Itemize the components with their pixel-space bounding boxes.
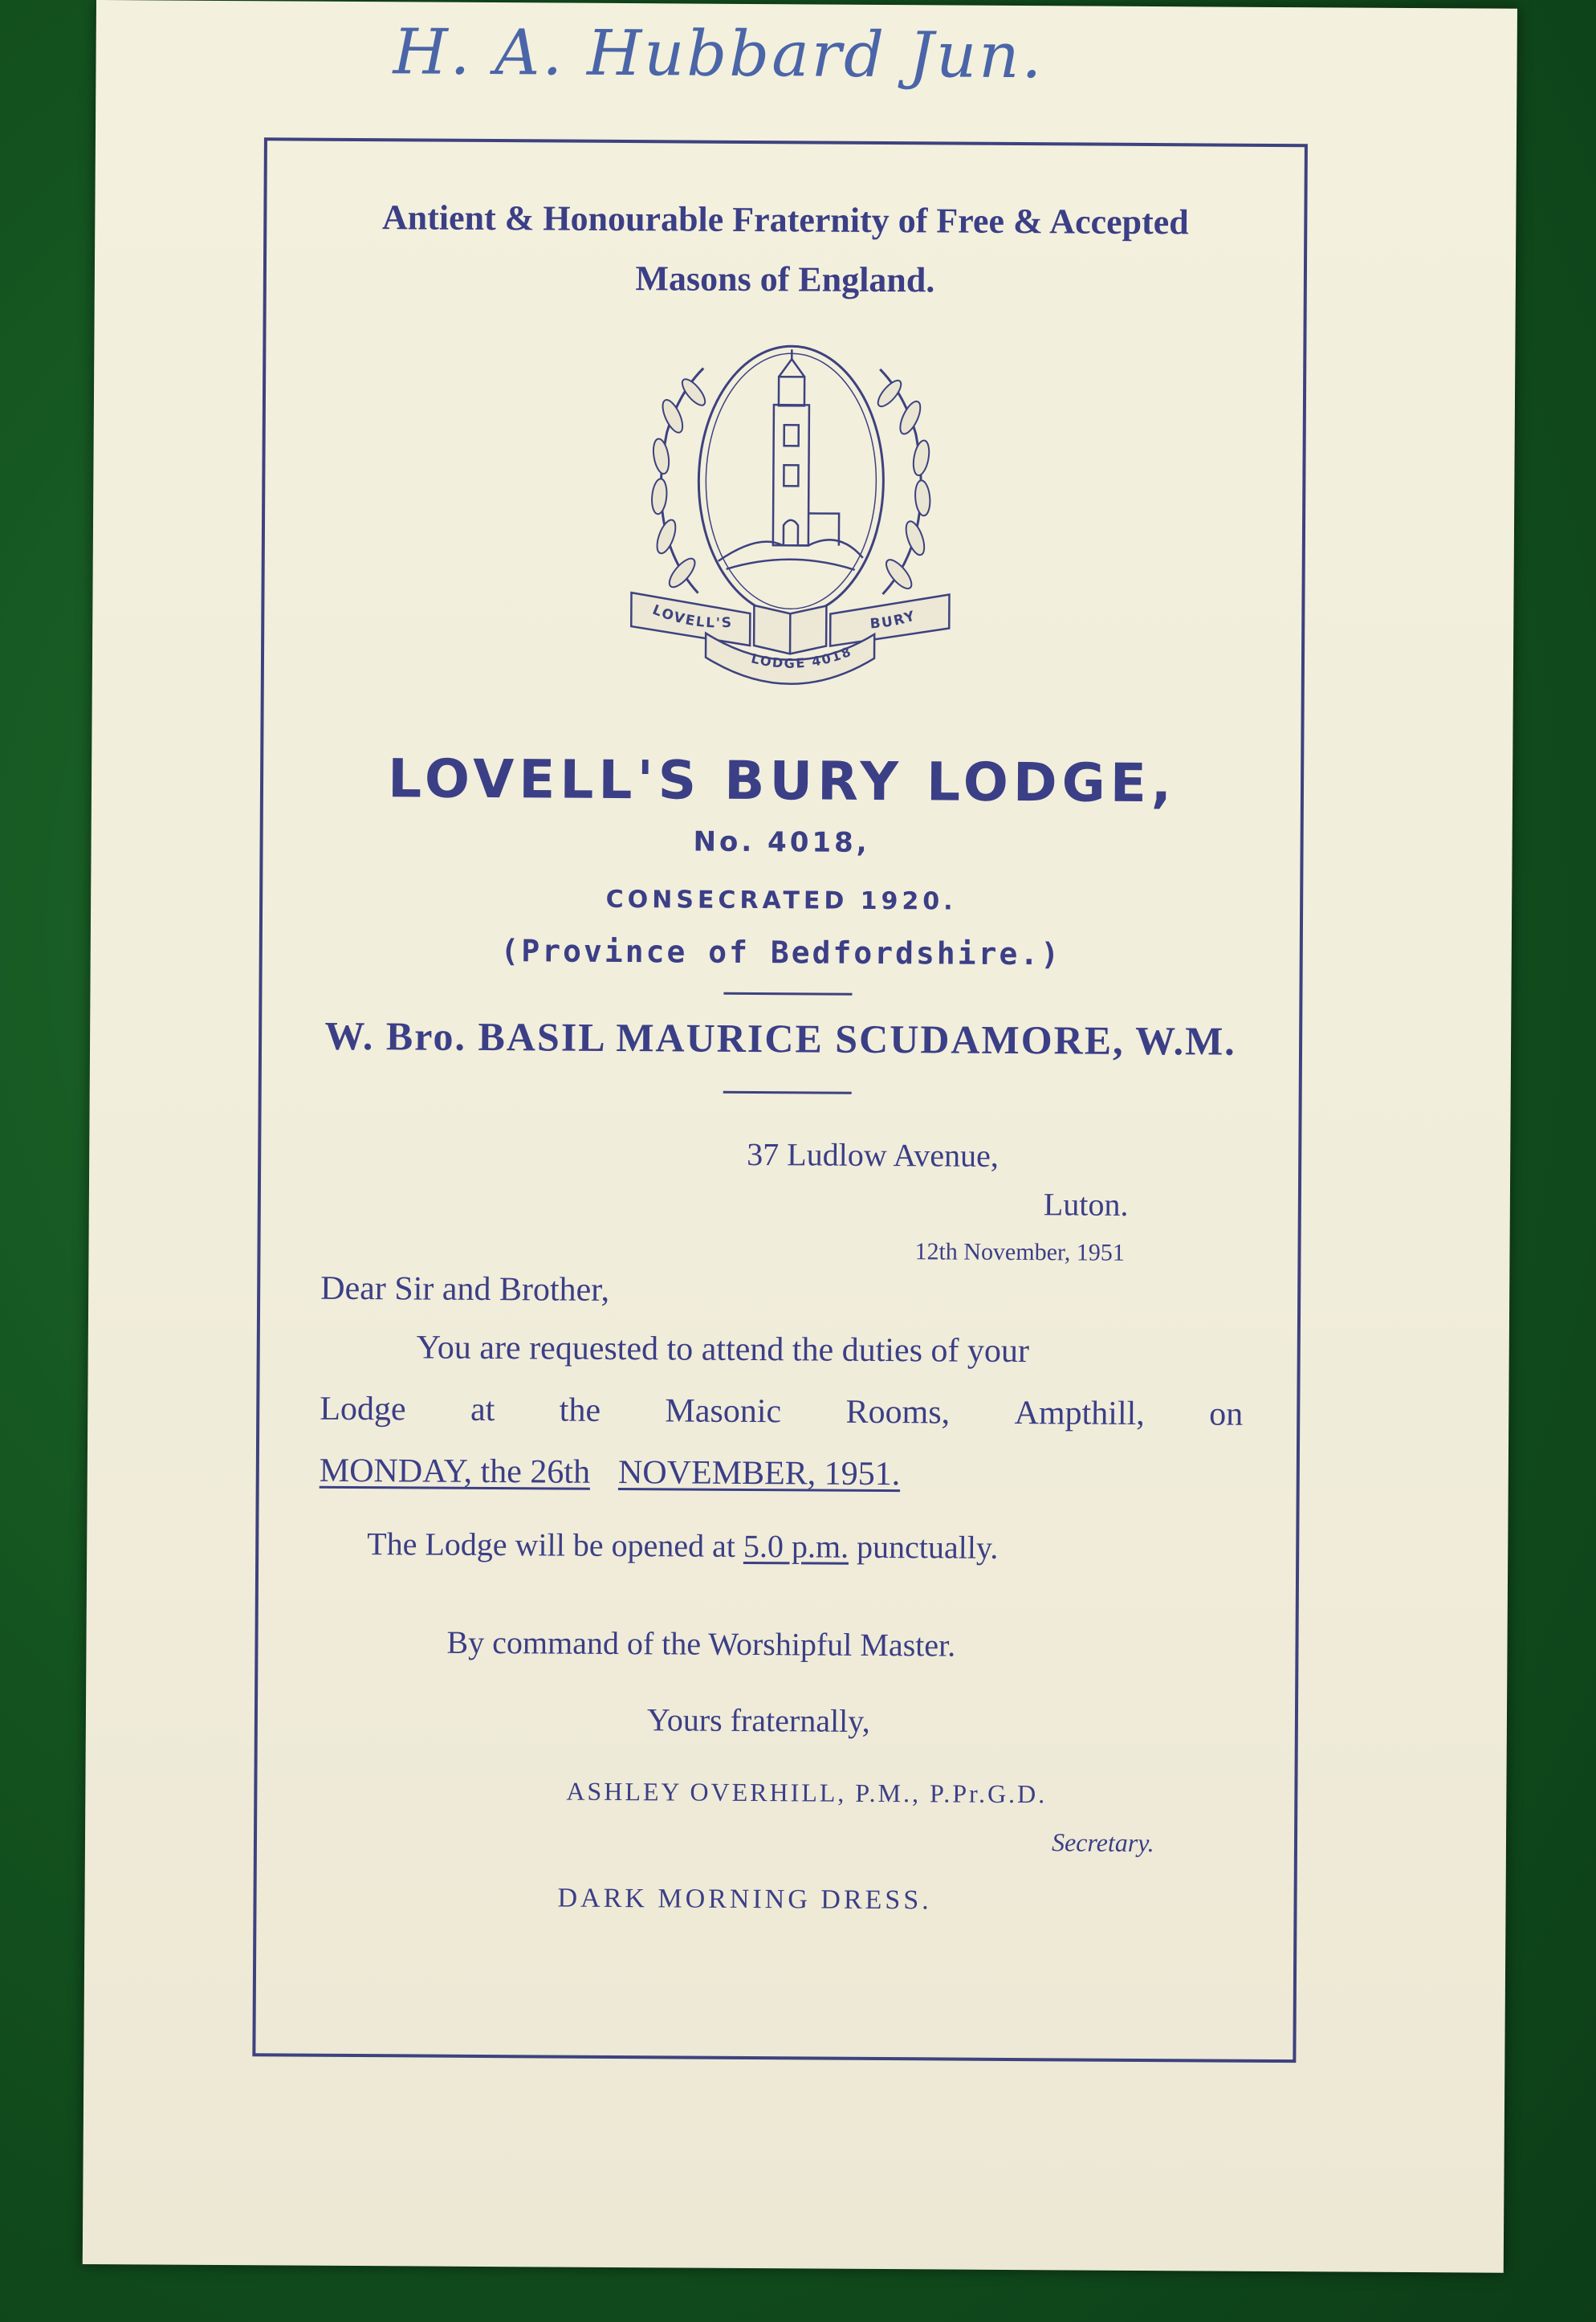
line-2-word: Ampthill, [1014,1395,1145,1433]
signatory-role: Secretary. [1051,1827,1154,1858]
lodge-crest-icon [621,328,961,707]
address-street: 37 Ludlow Avenue, [747,1135,1000,1174]
line-2-word: Lodge [320,1390,406,1428]
letter-line-4 [367,1525,1250,1568]
line-2-word: Masonic [665,1392,782,1431]
line-2-word: Rooms, [845,1393,951,1432]
crest-ribbon-bottom: LODGE 4018 [749,643,855,671]
yours-fraternally: Yours fraternally, [646,1701,870,1739]
letter-line-3 [320,1452,1243,1496]
address-town: Luton. [1043,1186,1129,1223]
opening-punctually: punctually. [856,1528,999,1566]
fraternity-line-1: Antient & Honourable Fraternity of Free & Accepted [381,198,1189,242]
divider-top [723,992,852,996]
divider-bottom [723,1091,852,1094]
opening-text: The Lodge will be opened at [367,1526,736,1564]
salutation: Dear Sir and Brother, [320,1269,610,1309]
signatory: ASHLEY OVERHILL, P.M., P.Pr.G.D. [566,1776,1048,1809]
consecration-year: CONSECRATED 1920. [605,885,957,916]
crest-ribbon-right: BURY [869,608,918,633]
opening-time: 5.0 p.m. [743,1527,849,1565]
fraternity-heading [267,187,1305,312]
dress-code: DARK MORNING DRESS. [557,1883,932,1916]
province: (Province of Bedfordshire.) [500,933,1062,972]
meeting-month: NOVEMBER, 1951. [617,1454,901,1493]
handwritten-inscription: H. A. Hubbard Jun. [393,16,1044,93]
summons-paper [83,0,1517,2273]
summons-border [252,137,1308,2063]
lodge-number: No. 4018, [693,825,870,859]
letter-line-2 [320,1390,1243,1434]
fraternity-line-2: Masons of England. [635,259,935,300]
line-2-word: at [470,1391,495,1429]
letter-date: 12th November, 1951 [914,1238,1125,1266]
meeting-day: MONDAY, the 26th [319,1452,591,1491]
line-2-word: the [559,1391,601,1429]
lodge-name: LOVELL'S BURY LODGE, [387,748,1177,815]
line-2-word: on [1209,1395,1244,1433]
crest-ribbon-left: LOVELL'S [649,601,734,632]
worshipful-master: W. Bro. BASIL MAURICE SCUDAMORE, W.M. [324,1012,1236,1064]
letter-line-1: You are requested to attend the duties of your [416,1329,1030,1371]
command-line: By command of the Worshipful Master. [446,1623,956,1664]
